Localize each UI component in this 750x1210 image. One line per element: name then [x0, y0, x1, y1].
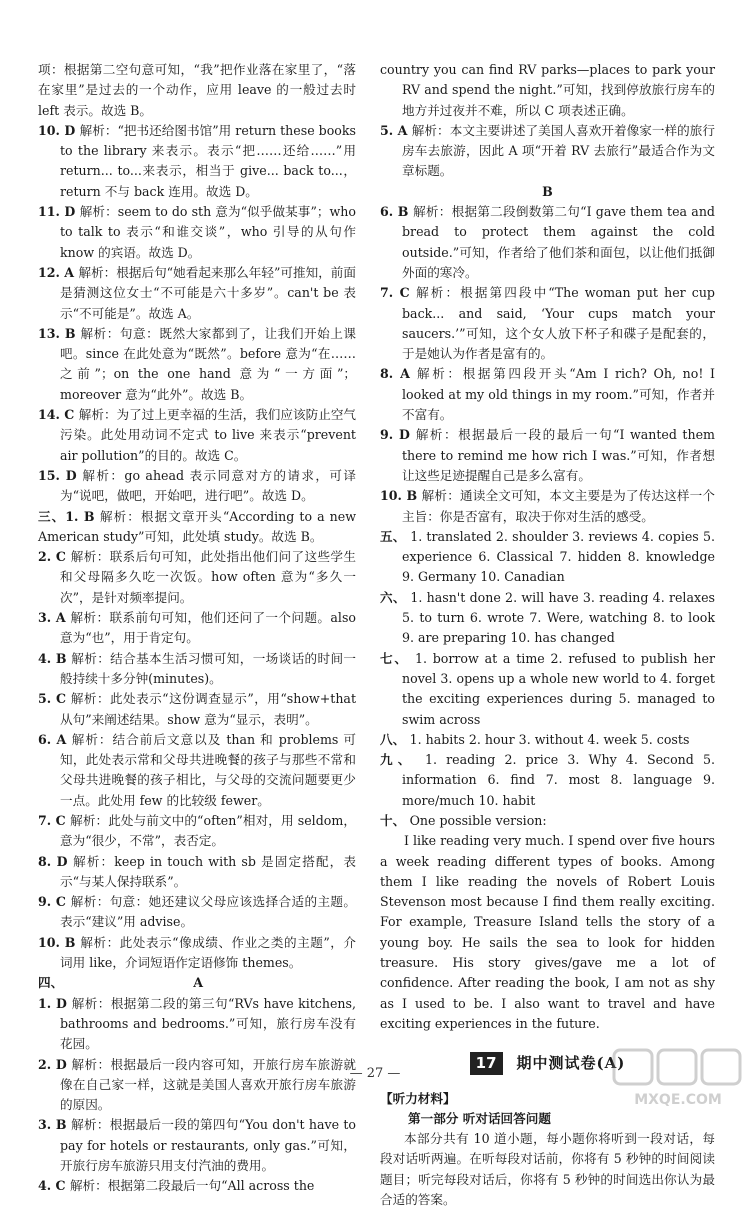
listening-instructions: 本部分共有 10 道小题，每小题你将听到一段对话，每段对话听两遍。在听每段对话前，你将有 5 秒钟的时间阅读题目；听完每段对话后，你将有 5 秒钟的时间选出你认为最合适的答案。: [380, 1131, 715, 1208]
answer-number: 15. D: [38, 467, 83, 483]
answer-text: 解析：此处表示“这份调查显示”，用“show+that 从句”来阐述结果。show 意为“显示，表明”。: [60, 691, 356, 727]
answer-entry: [38, 933, 356, 974]
answer-entry: [380, 486, 715, 527]
answer-row: [380, 527, 715, 588]
answer-entry: [38, 811, 356, 852]
answer-number: 9. C: [38, 894, 71, 910]
answer-text: 解析：根据最后一段的最后一句“I wanted them there to remind me how rich I was.”可知，作者想让这些足迹提醒自己是多么富有。: [402, 427, 715, 483]
answer-row: [380, 649, 715, 730]
answer-number: 8. D: [38, 853, 74, 869]
answer-text: 解析：句意：她还建议父母应该选择合适的主题。表示“建议”用 advise。: [60, 894, 356, 930]
answer-text: 解析：根据后句“她看起来那么年轻”可推知，前面是猜测这位女士“不可能是六十多岁”。can't be 表示“不可能是”。故选 A。: [60, 264, 356, 321]
answer-number: 五、: [380, 528, 411, 544]
answer-number: 13. B: [38, 325, 81, 341]
answer-number: 12. A: [38, 264, 79, 280]
answer-text: 解析：此处与前文中的“often”相对，用 seldom，意为“很少，不常”，表否定。: [60, 812, 356, 849]
answer-text: 解析：句意：既然大家都到了，让我们开始上课吧。since 在此处意为“既然”。before 意为“在……之前”；on the one hand 意为“一方面”；moreover 意为“此外”。故选 B。: [60, 325, 356, 402]
answer-entry: [38, 466, 356, 507]
right-column: [380, 60, 715, 1210]
answer-entry: [38, 263, 356, 324]
answer-row: [380, 750, 715, 811]
svg-text:MXQE.COM: MXQE.COM: [634, 1092, 722, 1108]
answer-row: [380, 588, 715, 649]
answer-text: 1. translated 2. shoulder 3. reviews 4. copies 5. experience 6. Classical 7. hidden 8. knowledge 9. Germany 10. Canadian: [402, 528, 715, 585]
answer-text: 解析：根据第二段的第三句“RVs have kitchens, bathrooms and bedrooms.”可知，旅行房车没有花园。: [60, 995, 356, 1052]
answer-number: 八、: [380, 731, 410, 747]
answer-number: 十、: [380, 812, 410, 828]
answer-number: 5. A: [380, 122, 412, 138]
answer-number: 九、: [380, 752, 425, 768]
answer-text: 解析：根据文章开头“According to a new American study”可知，此处填 study。故选 B。: [38, 508, 357, 544]
answer-number: 9. D: [380, 427, 416, 443]
answer-text: 解析：结合前后文意以及 than 和 problems 可知，此处表示常和父母共进晚餐的孩子与那些不常和父母共进晚餐的孩子相比，与父母的交流问题要更少一点。此处用 few 的比较级 fewer。: [60, 731, 357, 808]
answer-number: 14. C: [38, 407, 79, 423]
answer-text: 1. hasn't done 2. will have 3. reading 4. relaxes 5. to turn 6. wrote 7. Were, watching 8. to look 9. are preparing 10. has changed: [402, 589, 715, 646]
answer-text: 解析：根据最后一段内容可知，开旅行房车旅游就像在自己家一样，这就是美国人喜欢开旅行房车旅游的原因。: [60, 1056, 356, 1113]
answer-entry: [380, 60, 715, 121]
section-a-heading: 四、 A: [38, 975, 204, 991]
answer-text: 解析：通读全文可知，本文主要是为了传达这样一个主旨：你是否富有，取决于你对生活的感受。: [402, 488, 716, 524]
answer-text: 1. habits 2. hour 3. without 4. week 5. costs: [409, 731, 690, 747]
answer-entry: [38, 1176, 356, 1196]
answer-row: [380, 811, 715, 831]
section-title-text: 期中测试卷(A): [516, 1054, 626, 1073]
essay-text: I like reading very much. I spend over five hours a week reading different types of books. Among them I like reading the novels of Robert Louis Stevenson most because I find them really exciting. For example, Treasure Island tells the story of a young boy. He sails the sea to look for hidden treasure. His story gives/gave me a lot of confidence. After reading the book, I am not as shy as I used to be. I also want to travel and have exciting experiences in the future.: [380, 833, 715, 1031]
answer-entry: [380, 364, 715, 425]
answer-text: 1. borrow at a time 2. refused to publish her novel 3. opens up a whole new world to 4. forget the exciting experiences during 5. managed to swim across: [402, 650, 715, 727]
answer-text: 解析：联系前句可知，他们还问了一个问题。also 意为“也”，用于肯定句。: [60, 610, 356, 646]
answer-text: 解析：seem to do sth 意为“似乎做某事”；who to talk to 表示“和谁交谈”，who 引导的从句作 know 的宾语。故选 D。: [60, 204, 356, 260]
answer-text: 解析：keep in touch with sb 是固定搭配，表示“与某人保持联系”。: [60, 853, 356, 889]
answer-number: 6. B: [380, 204, 414, 220]
answer-text: 解析：根据第四段开头“Am I rich? Oh, no! I looked at my old things in my room.”可知，作者并不富有。: [402, 366, 716, 423]
answer-entry: [38, 1115, 356, 1176]
answer-entry: [38, 649, 356, 690]
watermark-logo: [612, 1046, 744, 1108]
answer-entry: [38, 60, 356, 121]
answer-number: 七、: [380, 650, 415, 666]
answer-text: One possible version:: [409, 812, 547, 828]
answer-number: 1. D: [38, 995, 72, 1011]
answer-text: 项：根据第二空句意可知，“我”把作业落在家里了，“落在家里”是过去的一个动作，应用 leave 的一般过去时 left 表示。故选 B。: [38, 62, 356, 118]
answer-number: 7. C: [38, 812, 71, 828]
answer-entry: [38, 1055, 356, 1116]
answer-number: 3. A: [38, 610, 71, 626]
answer-entry: [38, 730, 356, 811]
answer-number: 4. C: [38, 1178, 70, 1194]
answer-number: 2. C: [38, 549, 71, 565]
answer-entry: [38, 892, 356, 933]
answer-entry: [38, 202, 356, 263]
answer-text: 解析：根据第二段倒数第二句“I gave them tea and bread to protect them against the cold outside.”可知，作者给了他们茶和面包，以让他们抵御外面的寒冷。: [402, 204, 715, 280]
answer-entry: [38, 507, 356, 548]
answer-entry: [38, 405, 356, 466]
answer-number: 5. C: [38, 691, 71, 707]
answer-number: 3. B: [38, 1117, 72, 1133]
answer-number: 7. C: [380, 285, 417, 301]
answer-number: 三、1. B: [38, 508, 100, 524]
answer-text: 解析：根据第二段最后一句“All across the: [69, 1178, 315, 1194]
answer-number: 10. B: [380, 488, 422, 504]
answer-number: 2. D: [38, 1056, 72, 1072]
answer-text: 1. reading 2. price 3. Why 4. Second 5. information 6. find 7. most 8. language 9. more/much 10. habit: [402, 752, 715, 808]
section-number-badge: 17: [470, 1052, 503, 1074]
answer-number: 4. B: [38, 650, 72, 666]
answer-text: 解析：“把书还给图书馆”用 return these books to the library 来表示。表示“把……还给……”用 return... to...来表示，相当于 give... back to...，return 不与 back 连用。故选 D。: [60, 122, 356, 199]
answer-entry: [380, 202, 715, 283]
answer-number: 11. D: [38, 204, 80, 220]
answer-entry: [38, 121, 356, 202]
answer-number: 6. A: [38, 731, 72, 747]
answer-entry: [38, 852, 356, 893]
answer-entry: [380, 425, 715, 486]
answer-entry: [38, 608, 356, 649]
answer-number: 10. D: [38, 122, 80, 138]
answer-entry: [38, 324, 356, 405]
answer-text: 解析：go ahead 表示同意对方的请求，可译为“说吧，做吧，开始吧，进行吧”。故选 D。: [60, 467, 356, 504]
answer-row: [380, 730, 715, 750]
answer-text: 解析：结合基本生活习惯可知，一场谈话的时间一般持续十多分钟(minutes)。: [60, 650, 357, 686]
answer-text: 解析：为了过上更幸福的生活，我们应该防止空气污染。此处用动词不定式 to live 来表示“prevent air pollution”的目的。故选 C。: [60, 407, 357, 463]
answer-number: 8. A: [380, 366, 417, 382]
answer-text: 解析：本文主要讲述了美国人喜欢开着像家一样的旅行房车去旅游，因此 A 项“开着 RV 去旅行”最适合作为文章标题。: [402, 122, 716, 179]
answer-text: 解析：根据第四段中“The woman put her cup back... and said, ‘Your cups match your saucers.’”可知，这个女人放下杯子和碟子是配套的，于是她认为作者是富有的。: [402, 285, 715, 362]
answer-entry: [38, 689, 356, 730]
answer-entry: [38, 547, 356, 608]
answer-entry: [380, 283, 715, 364]
answer-text: 解析：根据最后一段的第四句“You don't have to pay for hotels or restaurants, only gas.”可知，开旅行房车旅游只用支付汽油的费用。: [60, 1117, 357, 1174]
listening-label: 【听力材料】: [380, 1090, 456, 1106]
page-number: — 27 —: [349, 1066, 401, 1081]
answer-entry: [38, 994, 356, 1055]
answer-text: country you can find RV parks—places to park your RV and spend the night.”可知，找到停放旅行房车的地方并过夜并不难，所以 C 项表述正确。: [380, 62, 715, 118]
answer-text: 解析：联系后句可知，此处指出他们问了这些学生和父母隔多久吃一次饭。how often 意为“多久一次”，是针对频率提问。: [60, 549, 356, 605]
answer-number: 六、: [380, 589, 411, 605]
answer-text: 解析：此处表示“像成绩、作业之类的主题”，介词用 like，介词短语作定语修饰 themes。: [60, 934, 356, 971]
left-column: [38, 60, 356, 1197]
answer-entry: [380, 121, 715, 182]
section-b-heading: B: [542, 183, 553, 199]
answer-number: 10. B: [38, 934, 81, 950]
listening-part-heading: 第一部分 听对话回答问题: [408, 1110, 551, 1126]
